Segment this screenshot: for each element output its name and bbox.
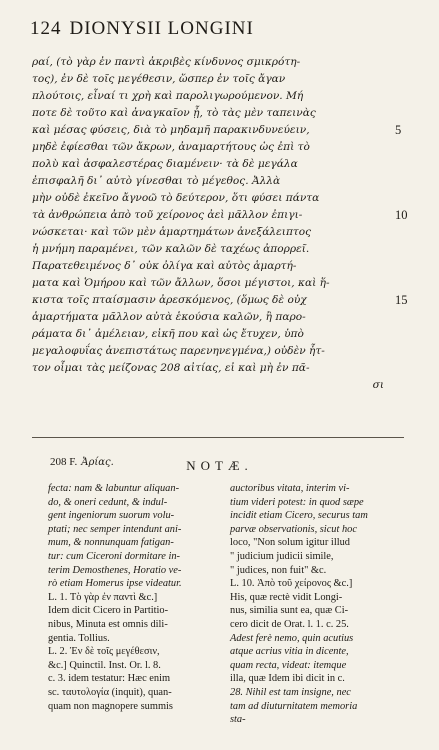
main-greek-text	[32, 54, 418, 394]
text-line-content: μὴν οὐδὲ ἐκεῖνο ἄγνοῶ τὸ δεύτερον, ὅτι φύσει πάντα	[32, 192, 320, 204]
page-number: 124	[30, 18, 62, 39]
text-line-content: τὰ ἀνθρώπεια ἀπὸ τοῦ χείρονος ἀεὶ μᾶλλον ἐπιγι-	[32, 209, 303, 221]
note-line: nus, similia sunt ea, quæ Ci-	[230, 605, 349, 617]
text-line-content: ἡ μνήμη παραμένει, τῶν καλῶν δὲ ταχέως ἀπορρεῖ.	[32, 243, 310, 255]
line-number: 10	[395, 208, 408, 222]
note-line: sc. ταυτολογία (inquit), quan-	[48, 686, 172, 698]
running-head	[30, 18, 430, 40]
text-line	[32, 173, 418, 190]
text-line	[32, 54, 418, 71]
text-line-content: πολὺ καὶ ἀσφαλεστέρας διαμένειν· τὰ δὲ μεγάλα	[32, 158, 298, 170]
note-line: " judices, non fuit" &c.	[230, 564, 327, 576]
text-line	[32, 88, 418, 105]
note-line: ptati; nec semper intendunt ani-	[48, 523, 182, 535]
text-line	[32, 343, 418, 360]
note-line: gent ingeniorum suorum volu-	[48, 510, 175, 522]
note-line: auctoribus vitata, interim vi-	[230, 483, 350, 494]
note-line: quam recta, videat: itemque	[230, 659, 347, 671]
running-title: DIONYSII LONGINI	[69, 18, 254, 39]
note-line: do, & oneri cedunt, & indul-	[48, 496, 168, 508]
text-line-content: Παρατεθειμένος δ᾽ οὐκ ὀλίγα καὶ αὐτὸς ἁμαρτή-	[32, 260, 297, 272]
text-line	[32, 360, 418, 377]
text-line-content: μεγαλοφυΐας ἀνεπιστάτως παρενηνεγμένα,) οὐδὲν ἧτ-	[32, 345, 325, 357]
text-line-content: ἐπισφαλῆ δι᾽ αὐτὸ γίνεσθαι τὸ μέγεθος. Ἀλλὰ	[32, 175, 281, 187]
note-line: c. 3. idem testatur: Hæc enim	[48, 673, 171, 685]
text-line-content: καὶ μέσας φύσεις, διὰ τὸ μηδαμῆ παρακινδυνεύειν,	[32, 124, 310, 136]
note-line: cero dicit de Orat. l. 1. c. 25.	[230, 618, 349, 630]
note-line: tur: cum Ciceroni dormitare in-	[48, 550, 180, 562]
note-line: Adest ferè nemo, quin acutius	[230, 632, 354, 644]
text-line-content: ραί, (τὸ γὰρ ἐν παντὶ ἀκριβὲς κίνδυνος σμικρότη-	[32, 56, 301, 68]
text-line	[32, 71, 418, 88]
text-line-content: νώσκεται· καὶ τῶν μὲν ἁμαρτημάτων ἀνεξάλειπτος	[32, 226, 312, 238]
note-line: rò etiam Homerus ipse videatur.	[48, 578, 182, 590]
text-line	[32, 139, 418, 156]
text-line	[32, 156, 418, 173]
note-line: " judicium judicii simile,	[230, 550, 334, 562]
note-line: fecta: nam & labuntur aliquan-	[48, 483, 180, 494]
text-line	[32, 275, 418, 292]
text-line-content: ἁμαρτήματα μᾶλλον αὐτὰ ἑκούσια καλῶν, ἢ παρο-	[32, 311, 306, 323]
text-line	[32, 292, 418, 309]
text-line	[32, 224, 418, 241]
note-line: His, quæ rectè vidit Longi-	[230, 591, 343, 603]
note-line: gentia. Tollius.	[48, 632, 110, 644]
text-line-content: ματα καὶ Ὁμήρου καὶ τῶν ἄλλων, ὅσοι μέγιστοι, καὶ ἥ-	[32, 277, 330, 289]
footnote-text: Ἀρίας.	[81, 457, 114, 468]
note-line: tium videri potest: in quod sæpe	[230, 496, 364, 508]
note-line: quam non magnopere summis	[48, 700, 173, 712]
text-line	[32, 241, 418, 258]
text-line	[32, 377, 418, 394]
note-line: nibus, Minuta est omnis dili-	[48, 618, 168, 630]
text-line-content: ράματα δι᾽ ἀμέλειαν, εἰκῆ που καὶ ὡς ἔτυχεν, ὑπὸ	[32, 328, 304, 340]
note-line: L. 1. Τὸ γὰρ ἐν παντὶ &c.]	[48, 591, 158, 603]
note-line: illa, quæ Idem ibi dicit in c.	[230, 673, 345, 685]
note-line: L. 2. Ἐν δὲ τοῖς μεγέθεσιν,	[48, 646, 160, 658]
note-line: 28. Nihil est tam insigne, nec	[230, 686, 351, 698]
note-line: incidit etiam Cicero, securus tam	[230, 510, 368, 522]
text-line-content: τον οἶμαι τὰς μείζονας 208 αἰτίας, εἰ καὶ μὴ ἐν πᾶ-	[32, 362, 310, 374]
note-line: loco, "Non solum igitur illud	[230, 537, 350, 549]
footnote-ref: 208 F.	[50, 456, 78, 468]
note-line: sta-	[230, 714, 246, 726]
note-line: atque acrius vitia in dicente,	[230, 646, 349, 658]
note-line: tam ad diuturnitatem memoria	[230, 700, 358, 712]
text-line	[32, 258, 418, 275]
text-line-content: πλούτοις, εἶναί τι χρὴ καὶ παρολιγωρούμενον. Μή	[32, 90, 304, 102]
line-number: 15	[395, 293, 408, 307]
text-line	[32, 105, 418, 122]
text-line-content: μηδὲ ἐφίεσθαι τῶν ἄκρων, ἀναμαρτήτους ὡς ἐπὶ τὸ	[32, 141, 310, 153]
notes-heading: NOTÆ.	[186, 458, 253, 473]
note-line: terim Demosthenes, Horatio ve-	[48, 564, 182, 576]
text-line	[32, 207, 418, 224]
note-line: L. 10. Ἀπὸ τοῦ χείρονος &c.]	[230, 578, 353, 590]
text-line-content: ποτε δὲ τοῦτο καὶ ἀναγκαῖον ᾖ, τὸ τὰς μὲν ταπεινὰς	[32, 107, 316, 119]
note-line: mum, & nonnunquam fatigan-	[48, 537, 174, 549]
notes-right-column	[230, 482, 412, 727]
text-line	[32, 122, 418, 139]
note-line: Idem dicit Cicero in Partitio-	[48, 605, 169, 617]
text-line	[32, 326, 418, 343]
line-number: 5	[395, 123, 402, 137]
notes-left-column	[48, 482, 230, 713]
text-line-content: κιστα τοῖς πταίσμασιν ἀρεσκόμενος, (ὅμως δὲ οὐχ	[32, 294, 307, 306]
separator-rule	[32, 437, 404, 438]
text-line-content: σι	[372, 379, 384, 391]
text-line	[32, 309, 418, 326]
note-line: &c.] Quinctil. Inst. Or. l. 8.	[48, 659, 161, 671]
note-line: parvæ observationis, sicut hoc	[230, 523, 357, 535]
text-line-content: τος), ἐν δὲ τοῖς μεγέθεσιν, ὥσπερ ἐν τοῖς ἄγαν	[32, 73, 286, 85]
text-line	[32, 190, 418, 207]
